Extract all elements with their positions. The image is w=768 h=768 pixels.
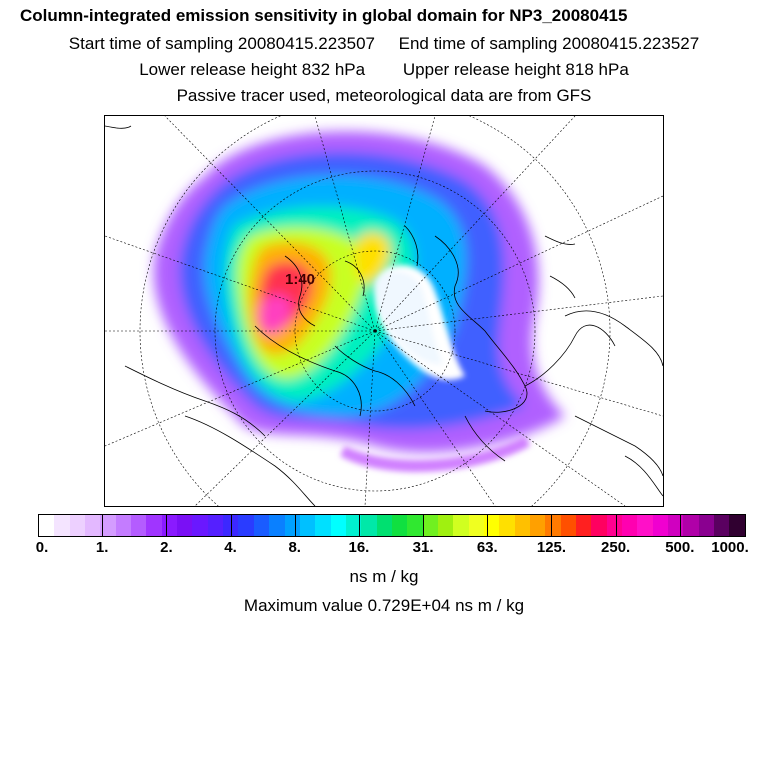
colorbar-cell bbox=[622, 515, 637, 536]
colorbar-tick bbox=[295, 514, 296, 537]
colorbar-tick bbox=[616, 514, 617, 537]
colorbar-cell bbox=[637, 515, 652, 536]
colorbar-cell bbox=[269, 515, 284, 536]
polar-map bbox=[104, 115, 664, 507]
tracer-note: Passive tracer used, meteorological data are from GFS bbox=[176, 86, 592, 105]
colorbar-label: 250. bbox=[601, 539, 631, 556]
colorbar-tick bbox=[359, 514, 360, 537]
lower-release-text: Lower release height 832 hPa bbox=[139, 60, 366, 79]
colorbar-label: 0. bbox=[35, 539, 49, 556]
colorbar-cell bbox=[484, 515, 499, 536]
colorbar-cell bbox=[254, 515, 269, 536]
colorbar-label: 1. bbox=[95, 539, 109, 556]
colorbar-cell bbox=[729, 515, 744, 536]
colorbar-cell bbox=[54, 515, 69, 536]
colorbar-cell bbox=[561, 515, 576, 536]
colorbar-cell bbox=[683, 515, 698, 536]
colorbar-label: 500. bbox=[665, 539, 695, 556]
colorbar-tick bbox=[423, 514, 424, 537]
colorbar-cell bbox=[499, 515, 514, 536]
start-sampling-text: Start time of sampling 20080415.223507 bbox=[68, 34, 376, 53]
colorbar-cell bbox=[423, 515, 438, 536]
colorbar-cell bbox=[530, 515, 545, 536]
colorbar-cell bbox=[545, 515, 560, 536]
colorbar-cell bbox=[607, 515, 622, 536]
max-value-text: Maximum value 0.729E+04 ns m / kg bbox=[243, 596, 525, 615]
colorbar-tick bbox=[551, 514, 552, 537]
plot-title: Column-integrated emission sensitivity in global domain for NP3_20080415 bbox=[20, 6, 628, 25]
colorbar-units: ns m / kg bbox=[349, 567, 419, 586]
colorbar-cell bbox=[300, 515, 315, 536]
colorbar-label: 125. bbox=[536, 539, 567, 556]
colorbar-label: 31. bbox=[412, 539, 434, 556]
colorbar-cell bbox=[515, 515, 530, 536]
colorbar-cell bbox=[177, 515, 192, 536]
sampling-times bbox=[0, 34, 768, 54]
colorbar-tick bbox=[487, 514, 488, 537]
colorbar-cell bbox=[591, 515, 606, 536]
colorbar-cell bbox=[668, 515, 683, 536]
colorbar-cell bbox=[192, 515, 207, 536]
release-heights bbox=[0, 60, 768, 80]
colorbar-label: 8. bbox=[288, 539, 301, 556]
colorbar-tick bbox=[231, 514, 232, 537]
colorbar-cell bbox=[407, 515, 422, 536]
colorbar-label: 63. bbox=[476, 539, 498, 556]
end-sampling-text: End time of sampling 20080415.223527 bbox=[398, 34, 700, 53]
colorbar-cell bbox=[453, 515, 468, 536]
colorbar-tick bbox=[102, 514, 103, 537]
colorbar-tick bbox=[680, 514, 681, 537]
colorbar-cell bbox=[361, 515, 376, 536]
colorbar-label: 4. bbox=[224, 539, 237, 556]
colorbar-cell bbox=[39, 515, 54, 536]
colorbar-cell bbox=[116, 515, 131, 536]
colorbar-cell bbox=[315, 515, 330, 536]
colorbar-label: 2. bbox=[160, 539, 173, 556]
colorbar-cell bbox=[208, 515, 223, 536]
colorbar-cell bbox=[469, 515, 484, 536]
colorbar-cell bbox=[238, 515, 253, 536]
colorbar-cell bbox=[653, 515, 668, 536]
colorbar-label: 16. bbox=[348, 539, 370, 556]
colorbar-cell bbox=[377, 515, 392, 536]
colorbar-cell bbox=[714, 515, 729, 536]
colorbar-cell bbox=[146, 515, 161, 536]
colorbar-cell bbox=[576, 515, 591, 536]
colorbar-cell bbox=[438, 515, 453, 536]
colorbar-cell bbox=[131, 515, 146, 536]
colorbar-cell bbox=[285, 515, 300, 536]
colorbar-cell bbox=[331, 515, 346, 536]
colorbar-cell bbox=[70, 515, 85, 536]
release-marker-label: 1:40 bbox=[285, 271, 316, 288]
colorbar-tick bbox=[166, 514, 167, 537]
map-canvas bbox=[105, 116, 663, 506]
colorbar-cell bbox=[699, 515, 714, 536]
upper-release-text: Upper release height 818 hPa bbox=[402, 60, 629, 79]
colorbar bbox=[38, 514, 746, 537]
colorbar-cell bbox=[85, 515, 100, 536]
colorbar-cell bbox=[392, 515, 407, 536]
colorbar-label: 1000. bbox=[711, 539, 749, 556]
colorbar-cell bbox=[162, 515, 177, 536]
